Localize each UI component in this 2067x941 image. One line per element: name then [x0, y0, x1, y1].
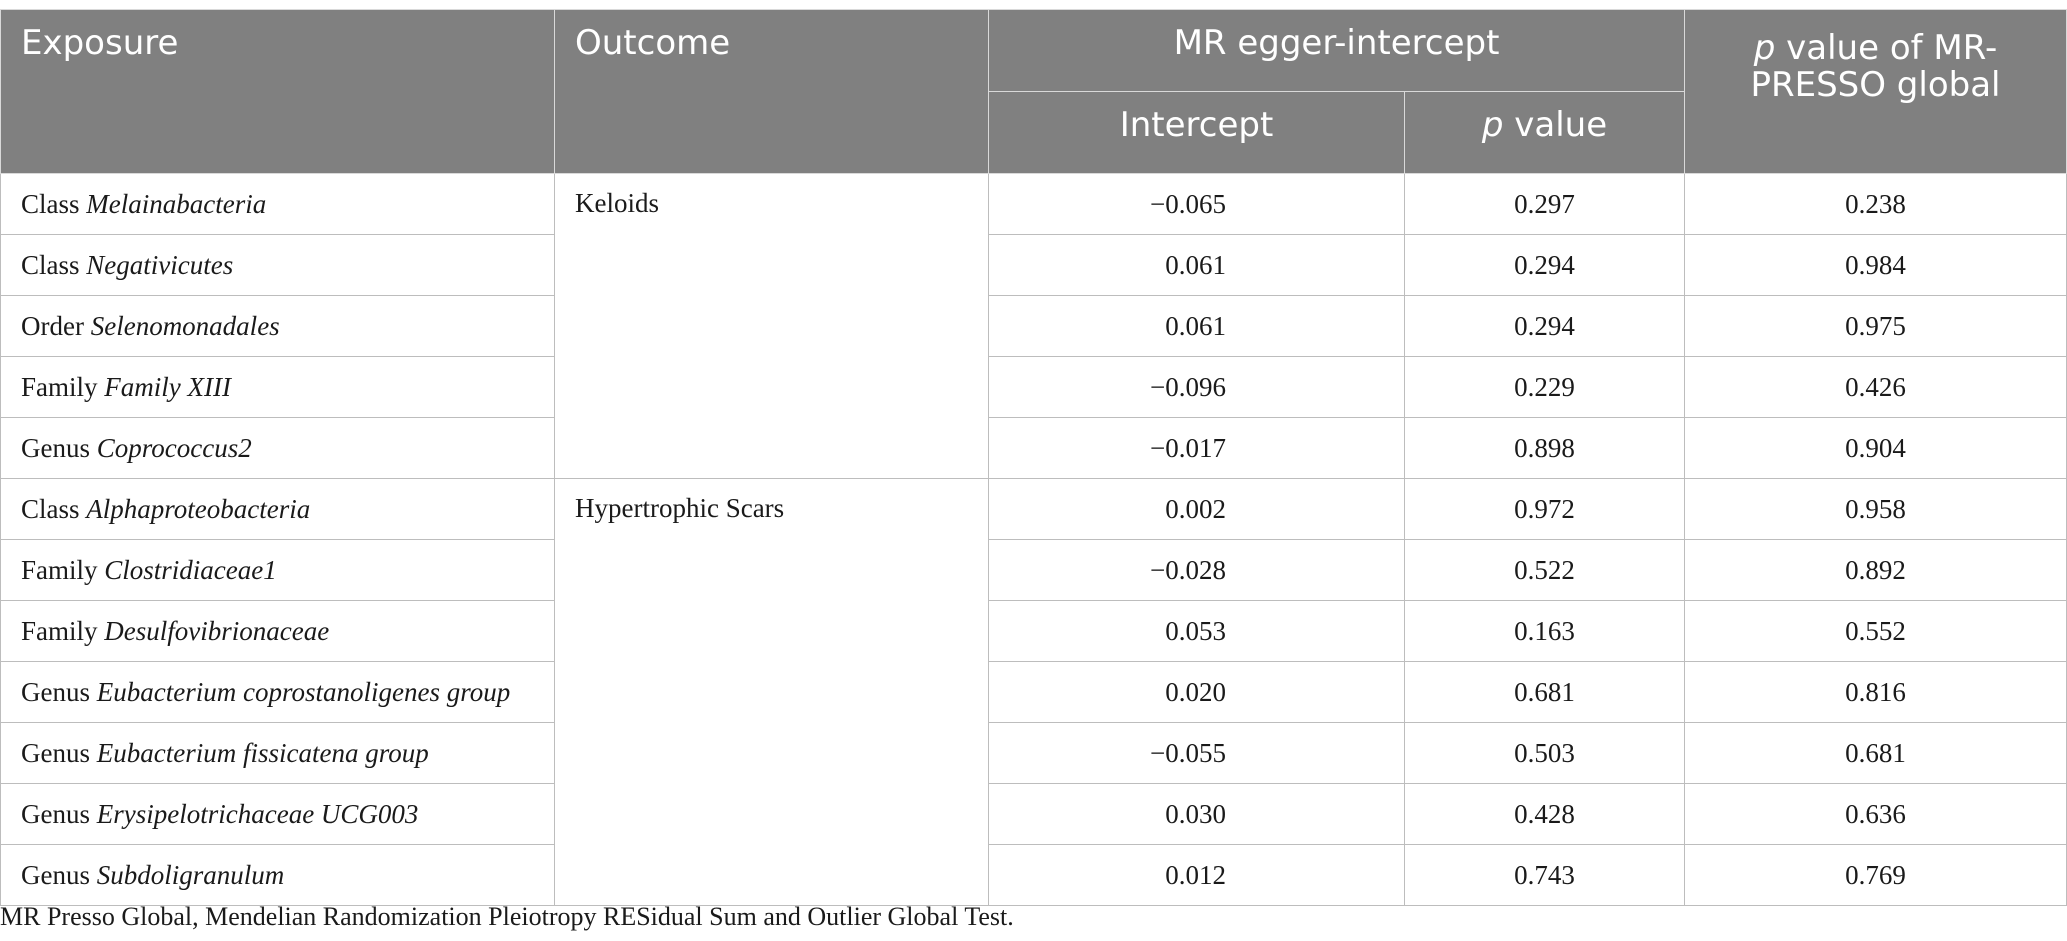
presso-p-value-cell: 0.975 — [1685, 296, 2067, 357]
intercept-cell: −0.065 — [989, 174, 1405, 235]
p-value-cell: 0.972 — [1405, 479, 1685, 540]
taxon-rank: Genus — [21, 737, 97, 768]
intercept-cell: −0.096 — [989, 357, 1405, 418]
exposure-cell — [1, 174, 555, 235]
table-row — [1, 479, 2067, 540]
table-row — [1, 845, 2067, 906]
table-row — [1, 662, 2067, 723]
table-row — [1, 235, 2067, 296]
exposure-cell — [1, 235, 555, 296]
intercept-cell: 0.061 — [989, 296, 1405, 357]
taxon-rank: Class — [21, 249, 87, 280]
presso-p-value-cell: 0.904 — [1685, 418, 2067, 479]
taxon-name: Subdoligranulum — [96, 859, 285, 890]
presso-p-value-cell: 0.636 — [1685, 784, 2067, 845]
exposure-cell — [1, 540, 555, 601]
exposure-cell — [1, 845, 555, 906]
taxon-rank: Genus — [21, 859, 97, 890]
taxon-rank: Genus — [21, 798, 97, 829]
intercept-cell: −0.028 — [989, 540, 1405, 601]
intercept-cell: 0.020 — [989, 662, 1405, 723]
intercept-cell: 0.002 — [989, 479, 1405, 540]
exposure-cell — [1, 357, 555, 418]
exposure-cell — [1, 662, 555, 723]
p-value-cell: 0.522 — [1405, 540, 1685, 601]
exposure-cell — [1, 296, 555, 357]
p-value-cell: 0.743 — [1405, 845, 1685, 906]
taxon-rank: Family — [21, 615, 105, 646]
p-value-cell: 0.297 — [1405, 174, 1685, 235]
taxon-name: Family XIII — [104, 371, 231, 402]
taxon-name: Erysipelotrichaceae UCG003 — [96, 798, 419, 829]
p-italic: p — [1481, 105, 1504, 145]
taxon-name: Melainabacteria — [86, 188, 267, 219]
taxon-rank: Genus — [21, 676, 97, 707]
table-header — [1, 10, 2067, 174]
taxon-rank: Family — [21, 371, 105, 402]
header-mr-egger-intercept: MR egger-intercept — [989, 10, 1685, 92]
taxon-name: Clostridiaceae1 — [104, 554, 277, 585]
taxon-name: Eubacterium coprostanoligenes group — [96, 676, 511, 707]
presso-p-value-cell: 0.426 — [1685, 357, 2067, 418]
taxon-name: Desulfovibrionaceae — [104, 615, 330, 646]
table-footnote: MR Presso Global, Mendelian Randomization Pleiotropy RESidual Sum and Outlier Global Test. — [0, 902, 1014, 931]
exposure-cell — [1, 723, 555, 784]
header-p-value — [1405, 92, 1685, 174]
presso-p-italic: p — [1753, 28, 1776, 68]
presso-label-line1: value of MR- — [1775, 28, 1998, 68]
intercept-cell: −0.055 — [989, 723, 1405, 784]
table-row — [1, 784, 2067, 845]
intercept-cell: 0.061 — [989, 235, 1405, 296]
p-value-cell: 0.294 — [1405, 235, 1685, 296]
intercept-cell: 0.012 — [989, 845, 1405, 906]
p-value-cell: 0.428 — [1405, 784, 1685, 845]
exposure-cell — [1, 601, 555, 662]
taxon-name: Alphaproteobacteria — [86, 493, 311, 524]
presso-p-value-cell: 0.681 — [1685, 723, 2067, 784]
table-row — [1, 601, 2067, 662]
taxon-name: Selenomonadales — [90, 310, 280, 341]
table-row — [1, 174, 2067, 235]
taxon-rank: Family — [21, 554, 105, 585]
presso-p-value-cell: 0.552 — [1685, 601, 2067, 662]
taxon-rank: Class — [21, 188, 87, 219]
intercept-cell: 0.053 — [989, 601, 1405, 662]
presso-p-value-cell: 0.816 — [1685, 662, 2067, 723]
exposure-cell — [1, 479, 555, 540]
presso-p-value-cell: 0.958 — [1685, 479, 2067, 540]
taxon-rank: Order — [21, 310, 91, 341]
presso-p-value-cell: 0.892 — [1685, 540, 2067, 601]
header-exposure: Exposure — [1, 10, 555, 174]
exposure-cell — [1, 418, 555, 479]
table-body — [1, 174, 2067, 906]
header-mr-presso-p-value — [1685, 10, 2067, 174]
presso-p-value-cell: 0.984 — [1685, 235, 2067, 296]
p-value-cell: 0.503 — [1405, 723, 1685, 784]
p-value-label: value — [1503, 105, 1608, 145]
taxon-name: Coprococcus2 — [96, 432, 252, 463]
table-row — [1, 357, 2067, 418]
header-outcome: Outcome — [555, 10, 989, 174]
outcome-cell: Hypertrophic Scars — [555, 479, 989, 906]
presso-label-line2: PRESSO global — [1750, 65, 2001, 105]
taxon-rank: Genus — [21, 432, 97, 463]
p-value-cell: 0.681 — [1405, 662, 1685, 723]
results-table — [0, 9, 2067, 906]
p-value-cell: 0.294 — [1405, 296, 1685, 357]
p-value-cell: 0.898 — [1405, 418, 1685, 479]
table-row — [1, 540, 2067, 601]
presso-p-value-cell: 0.769 — [1685, 845, 2067, 906]
p-value-cell: 0.229 — [1405, 357, 1685, 418]
taxon-name: Negativicutes — [86, 249, 234, 280]
table-row — [1, 418, 2067, 479]
table-row — [1, 723, 2067, 784]
taxon-name: Eubacterium fissicatena group — [96, 737, 429, 768]
intercept-cell: −0.017 — [989, 418, 1405, 479]
presso-p-value-cell: 0.238 — [1685, 174, 2067, 235]
intercept-cell: 0.030 — [989, 784, 1405, 845]
outcome-cell: Keloids — [555, 174, 989, 479]
table-row — [1, 296, 2067, 357]
taxon-rank: Class — [21, 493, 87, 524]
exposure-cell — [1, 784, 555, 845]
p-value-cell: 0.163 — [1405, 601, 1685, 662]
header-intercept: Intercept — [989, 92, 1405, 174]
